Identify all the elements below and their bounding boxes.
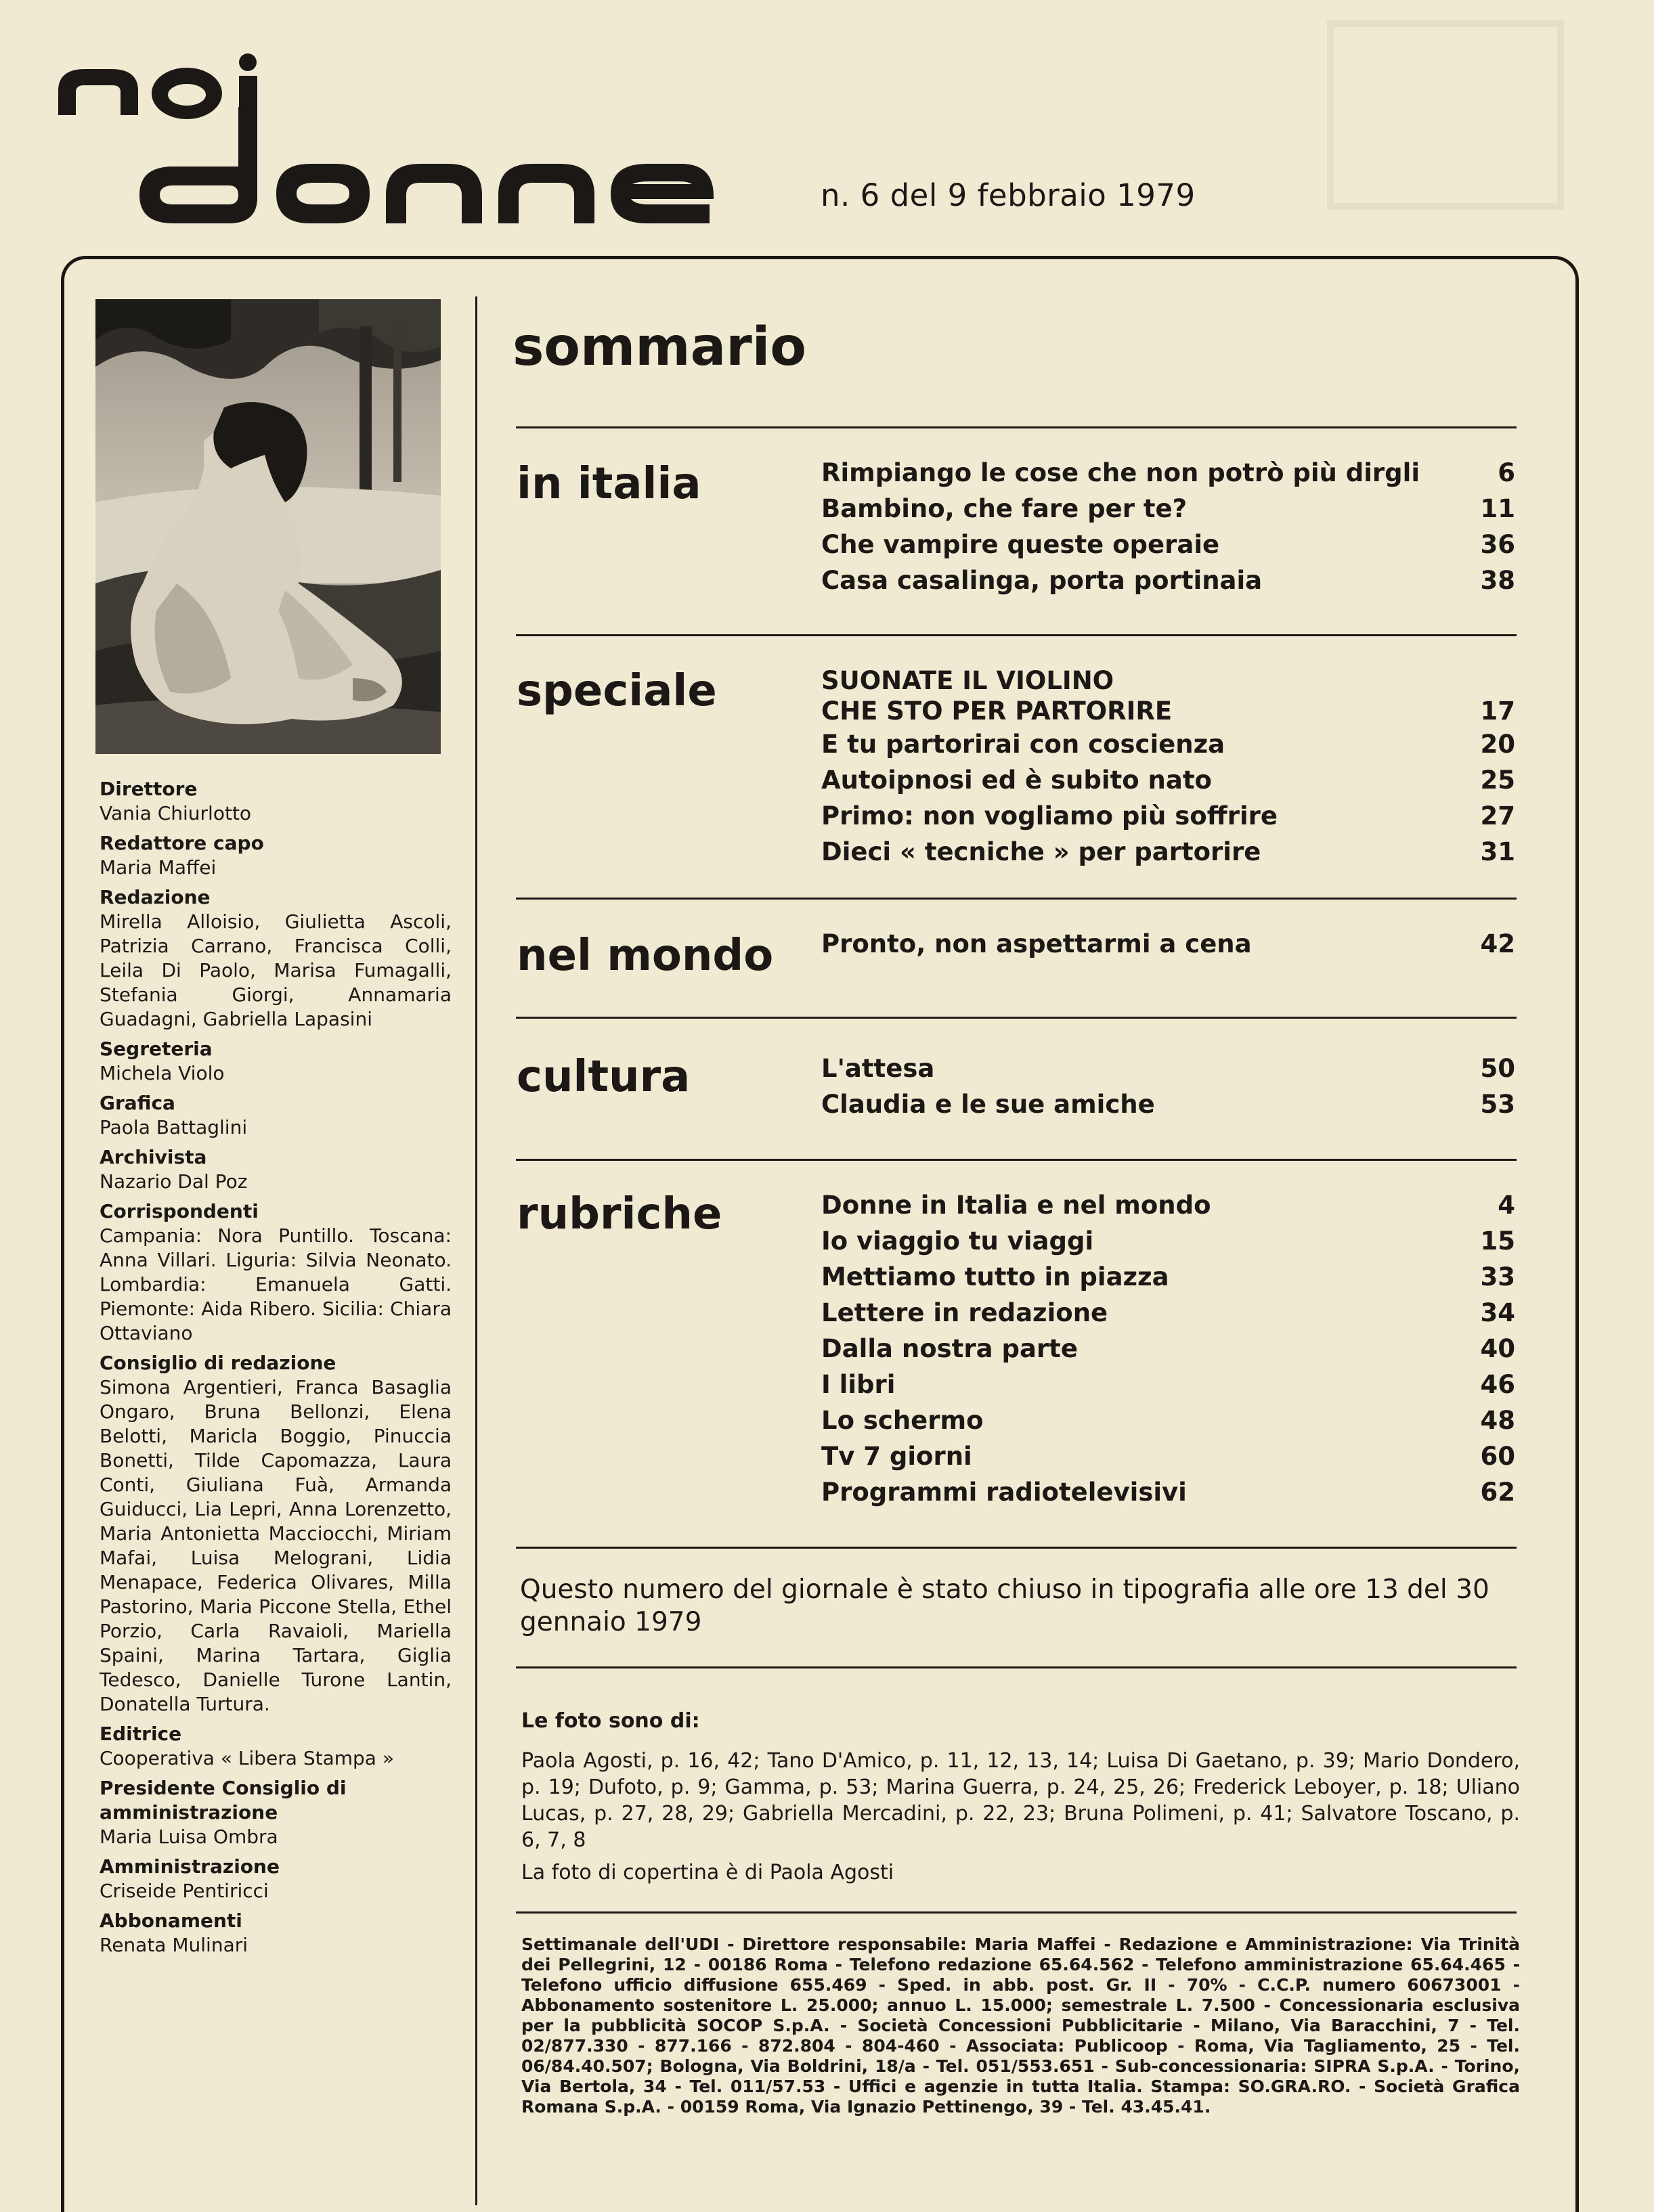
toc-entry-page: 40 (1480, 1334, 1515, 1363)
staff-names: Simona Argentieri, Franca Basaglia Ongaro, Bruna Bellonzi, Elena Belotti, Maricla Boggio, Pinuccia Bonetti, Tilde Capomazza, Laura Conti, Giuliana Fuà, Armanda Guiducci, Lia Lepri, Anna Lorenzetto, Maria Antonietta Macciocchi, Miriam Mafai, Luisa Melograni, Lidia Menapace, Federica Olivares, Milla Pastorino, Maria Piccone Stella, Ethel Porzio, Carla Ravaioli, Mariella Spaini, Marina Tartara, Giglia Tedesco, Danielle Turone Lantin, Donatella Turtura. (100, 1376, 452, 1715)
rule-after-cultura (516, 1159, 1517, 1161)
staff-names: Criseide Pentiricci (100, 1880, 269, 1902)
toc-entry-title (821, 1223, 1093, 1259)
toc-entry[interactable] (821, 1438, 1515, 1474)
cover-photo-credit: La foto di copertina è di Paola Agosti (521, 1861, 894, 1884)
toc-entry[interactable] (821, 926, 1515, 962)
staff-role: Corrispondenti (100, 1200, 259, 1222)
staff-names: Maria Luisa Ombra (100, 1826, 278, 1848)
toc-entry-title (821, 1259, 1169, 1295)
staff-names: Cooperativa « Libera Stampa » (100, 1747, 394, 1769)
staff-names: Nazario Dal Poz (100, 1170, 248, 1193)
toc-entry[interactable] (821, 1331, 1515, 1367)
toc-entry-title (821, 1402, 984, 1438)
toc-entry[interactable] (821, 1367, 1515, 1402)
toc-entry-title (821, 798, 1278, 834)
noi-donne-logo (58, 53, 810, 229)
show-through-frame (1327, 20, 1564, 210)
toc-entry-title-line: Pronto, non aspettarmi a cena (821, 929, 1252, 958)
staff-role: Editrice (100, 1723, 182, 1745)
toc-entry-title-line: Casa casalinga, porta portinaia (821, 566, 1263, 595)
toc-entry-title-line: Claudia e le sue amiche (821, 1090, 1155, 1119)
staff-role: Amministrazione (100, 1855, 280, 1878)
toc-entry-title-line: L'attesa (821, 1054, 935, 1083)
toc-entry-page: 15 (1480, 1226, 1515, 1256)
toc-entry-page: 46 (1480, 1370, 1515, 1399)
toc-entry[interactable] (821, 1402, 1515, 1438)
toc-entry-page: 11 (1480, 494, 1515, 523)
toc-entry-title (821, 1086, 1155, 1122)
toc-entry-title-line: Tv 7 giorni (821, 1442, 972, 1471)
toc-entry-title-line: I libri (821, 1370, 896, 1399)
toc-entry[interactable] (821, 491, 1515, 527)
staff-names: Michela Violo (100, 1062, 225, 1084)
staff-role: Grafica (100, 1092, 175, 1114)
toc-entry[interactable] (821, 1187, 1515, 1223)
toc-entry[interactable] (821, 726, 1515, 762)
staff-role: Archivista (100, 1146, 207, 1168)
toc-entry[interactable] (821, 1474, 1515, 1510)
toc-entry-title (821, 491, 1187, 527)
rule-after-speciale (516, 898, 1517, 900)
staff-role: Presidente Consiglio di amministrazione (100, 1777, 347, 1823)
toc-entry-page: 38 (1480, 566, 1515, 595)
toc-entry[interactable] (821, 798, 1515, 834)
photo-credits: Paola Agosti, p. 16, 42; Tano D'Amico, p. 11, 12, 13, 14; Luisa Di Gaetano, p. 39; Mario Dondero, p. 19; Dufoto, p. 9; Gamma, p. 53; Marina Guerra, p. 24, 25, 26; Frederick Leboyer, p. 18; Uliano Lucas, p. 27, 28, 29; Gabriella Mercadini, p. 22, 23; Bruna Polimeni, p. 41; Salvatore Toscano, p. 6, 7, 8 (521, 1749, 1520, 1852)
toc-entry-title-line: E tu partorirai con coscienza (821, 730, 1225, 759)
staff-role: Segreteria (100, 1038, 213, 1060)
toc-entry[interactable] (821, 1086, 1515, 1122)
staff-masthead (100, 772, 452, 1957)
toc-entry-page: 33 (1480, 1262, 1515, 1291)
staff-names: Maria Maffei (100, 856, 217, 879)
rule-top (516, 426, 1517, 428)
toc-entry-title-line: Programmi radiotelevisivi (821, 1478, 1187, 1507)
toc-entry-title-line: Bambino, che fare per te? (821, 494, 1188, 523)
toc-entry-title (821, 1438, 972, 1474)
issue-number-date: n. 6 del 9 febbraio 1979 (821, 177, 1196, 213)
toc-entry[interactable] (821, 662, 1515, 726)
toc-entry-title (821, 726, 1225, 762)
toc-entry-title (821, 562, 1262, 598)
toc-entry-title (821, 834, 1261, 870)
toc-entry[interactable] (821, 834, 1515, 870)
section-nel-mondo: nel mondo (517, 931, 774, 981)
toc-entry-title (821, 665, 1172, 726)
toc-entry-title (821, 1474, 1187, 1510)
logo-noi (58, 53, 257, 119)
staff-role: Consiglio di redazione (100, 1352, 336, 1374)
toc-entry-title (821, 1331, 1078, 1367)
toc-entry[interactable] (821, 562, 1515, 598)
rule-after-closing (516, 1666, 1517, 1668)
staff-role: Redattore capo (100, 832, 264, 854)
toc-entry-title-line: Lo schermo (821, 1406, 984, 1435)
section-in-italia: in italia (517, 459, 701, 509)
toc-entry-page: 62 (1480, 1478, 1515, 1507)
toc-entry-title (821, 762, 1212, 798)
logo-donne (139, 107, 714, 223)
toc-entry-title (821, 1187, 1211, 1223)
cover-photo (95, 299, 441, 754)
toc-entry-title-line: Autoipnosi ed è subito nato (821, 766, 1212, 795)
entries-rubriche (821, 1187, 1515, 1510)
toc-entry-title (821, 1050, 934, 1086)
photo-credits-heading: Le foto sono di: (521, 1709, 700, 1733)
rule-after-rubriche (516, 1547, 1517, 1549)
rule-before-colophon (516, 1911, 1517, 1914)
toc-entry-page: 42 (1480, 929, 1515, 958)
toc-entry-title (821, 926, 1252, 962)
toc-entry-title-line: Dalla nostra parte (821, 1334, 1078, 1363)
toc-entry-page: 48 (1480, 1406, 1515, 1435)
toc-entry[interactable] (821, 527, 1515, 562)
toc-entry-page: 53 (1480, 1090, 1515, 1119)
toc-heading: sommario (513, 317, 806, 378)
rule-after-in-italia (516, 634, 1517, 636)
rule-after-nel-mondo (516, 1017, 1517, 1019)
toc-entry[interactable] (821, 762, 1515, 798)
staff-role: Redazione (100, 886, 211, 908)
toc-entry-page: 6 (1498, 458, 1515, 487)
staff-role: Direttore (100, 778, 198, 800)
toc-entry-title-line: Donne in Italia e nel mondo (821, 1191, 1211, 1220)
toc-entry[interactable] (821, 1223, 1515, 1259)
toc-entry[interactable] (821, 1050, 1515, 1086)
entries-nel-mondo (821, 926, 1515, 962)
toc-entry-page: 20 (1480, 730, 1515, 759)
toc-entry-title (821, 1295, 1108, 1331)
toc-entry-title (821, 455, 1420, 491)
toc-entry-title (821, 527, 1219, 562)
toc-entry-title-line: Dieci « tecniche » per partorire (821, 837, 1261, 866)
toc-entry[interactable] (821, 1295, 1515, 1331)
staff-names: Paola Battaglini (100, 1116, 248, 1138)
toc-entry[interactable] (821, 455, 1515, 491)
entries-in-italia (821, 455, 1515, 598)
toc-entry-title-line: Lettere in redazione (821, 1298, 1108, 1327)
column-divider (475, 296, 477, 2205)
entries-cultura (821, 1050, 1515, 1122)
section-speciale: speciale (517, 666, 717, 716)
toc-entry-page: 25 (1480, 766, 1515, 795)
entries-speciale (821, 662, 1515, 870)
toc-entry-page: 27 (1480, 801, 1515, 831)
toc-entry-page: 34 (1480, 1298, 1515, 1327)
toc-entry-title-line: SUONATE IL VIOLINO (821, 666, 1114, 695)
toc-entry-title-line: Primo: non vogliamo più soffrire (821, 801, 1278, 831)
toc-entry[interactable] (821, 1259, 1515, 1295)
section-rubriche: rubriche (517, 1189, 722, 1239)
staff-names: Vania Chiurlotto (100, 802, 252, 824)
toc-entry-title-line: Mettiamo tutto in piazza (821, 1262, 1169, 1291)
toc-entry-title-line: Che vampire queste operaie (821, 530, 1220, 559)
toc-entry-title-line: CHE STO PER PARTORIRE (821, 696, 1173, 726)
toc-entry-page: 60 (1480, 1442, 1515, 1471)
toc-entry-title-line: Io viaggio tu viaggi (821, 1226, 1094, 1256)
colophon: Settimanale dell'UDI - Direttore responsabile: Maria Maffei - Redazione e Amministrazione: Via Trinità dei Pellegrini, 12 - 00186 Roma - Telefono redazione 65.64.562 - Telefono amministrazione 65.64.465 - Telefono ufficio diffusione 655.469 - Sped. in abb. post. Gr. II - 70% - C.C.P. numero 60673001 - Abbonamento sostenitore L. 25.000; annuo L. 15.000; semestrale L. 7.500 - Concessionaria esclusiva per la pubblicità SOCOP S.p.A. - Società Concessioni Pubblicitarie - Milano, Via Baracchini, 7 - Tel. 02/877.330 - 877.166 - 872.804 - 804-460 - Associata: Publicoop - Roma, Via Tagliamento, 25 - Tel. 06/84.40.507; Bologna, Via Boldrini, 18/a - Tel. 051/553.651 - Sub-concessionaria: SIPRA S.p.A. - Torino, Via Bertola, 34 - Tel. 011/57.53 - Uffici e agenzie in tutta Italia. Stampa: SO.GRA.RO. - Società Grafica Romana S.p.A. - 00159 Roma, Via Ignazio Pettinengo, 39 - Tel. 43.45.41. (521, 1934, 1520, 2117)
toc-entry-page: 36 (1480, 530, 1515, 559)
staff-role: Abbonamenti (100, 1909, 242, 1932)
toc-entry-title-line: Rimpiango le cose che non potrò più dirgli (821, 458, 1420, 487)
toc-entry-page: 17 (1480, 696, 1515, 726)
staff-names: Renata Mulinari (100, 1934, 248, 1956)
toc-entry-title (821, 1367, 895, 1402)
toc-entry-page: 50 (1480, 1054, 1515, 1083)
staff-names: Campania: Nora Puntillo. Toscana: Anna Villari. Liguria: Silvia Neonato. Lombardia: Emanuela Gatti. Piemonte: Aida Ribero. Sicilia: Chiara Ottaviano (100, 1224, 452, 1344)
section-cultura: cultura (517, 1052, 691, 1102)
staff-names: Mirella Alloisio, Giulietta Ascoli, Patrizia Carrano, Francisca Colli, Leila Di Paolo, Marisa Fumagalli, Stefania Giorgi, Annamaria Guadagni, Gabriella Lapasini (100, 910, 452, 1030)
closing-note: Questo numero del giornale è stato chiuso in tipografia alle ore 13 del 30 gennaio 1979 (520, 1574, 1489, 1637)
toc-entry-page: 31 (1480, 837, 1515, 866)
toc-entry-page: 4 (1498, 1191, 1515, 1220)
